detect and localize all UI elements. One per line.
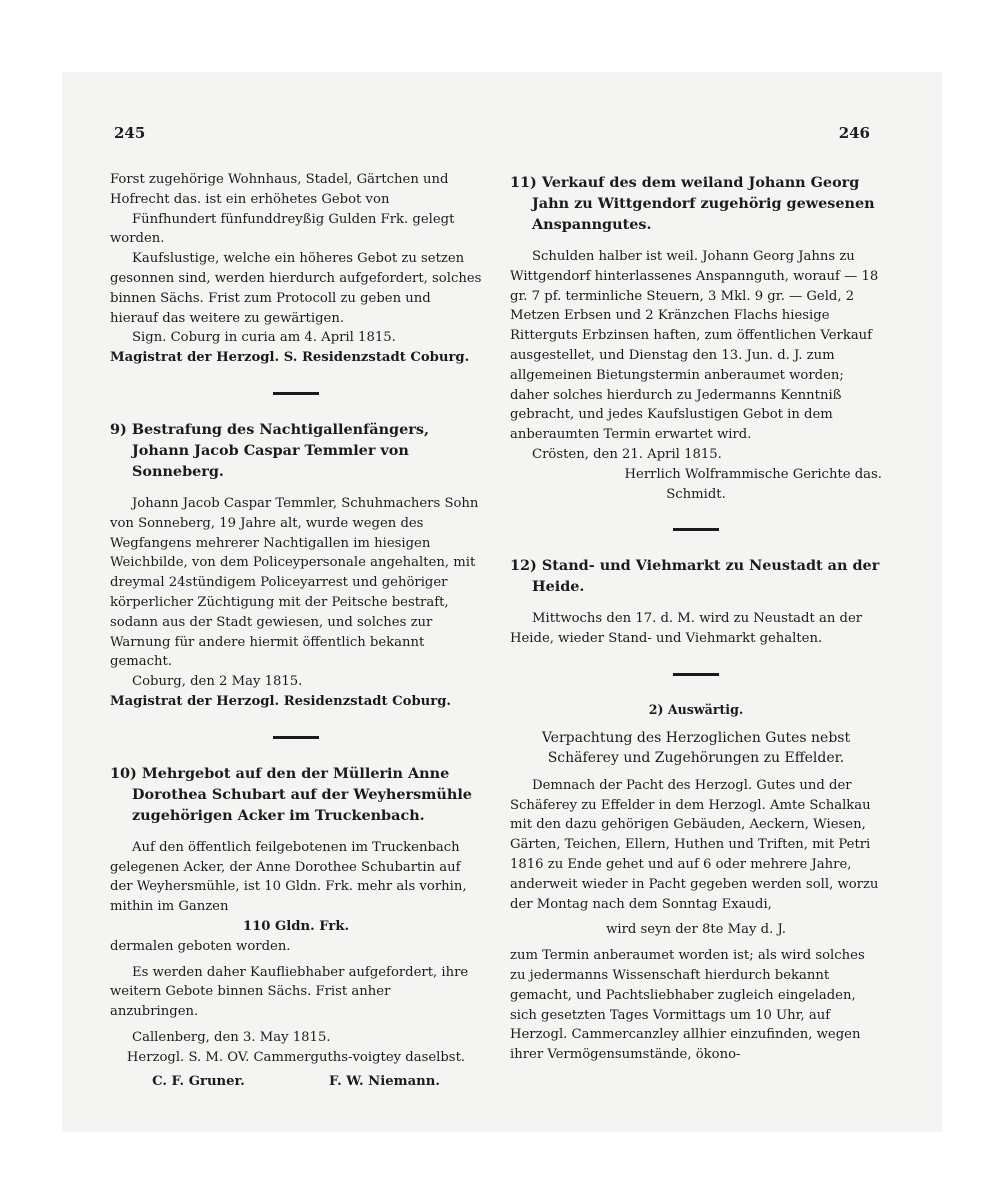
section-11-signer: Schmidt. [666, 486, 726, 502]
notice-signature: Magistrat der Herzogl. S. Residenzstadt Coburg. [110, 350, 470, 366]
page-number-left: 245 [114, 124, 146, 142]
section-auswaertig-body: Demnach der Pacht des Herzogl. Gutes und der Schäferey zu Effelder in dem Herzogl. Amte Schalkau mit den dazu gehörigen Gebäuden, Aeckern, Wiesen, Gärten, Teichen, Ellern, Huthen und Triften, mit Petri 1816 zu Ende gehet und auf 6 oder mehrere Jahre, anderweit wieder in Pacht gegeben werden soll, worzu der Montag nach dem Sonntag Exaudi, [510, 777, 879, 912]
section-auswaertig-date: wird seyn der 8te May d. J. [606, 922, 786, 938]
section-9-signature: Magistrat der Herzogl. Residenzstadt Coburg. [110, 693, 452, 709]
section-11-title: 11) Verkauf des dem weiland Johann Georg Jahn zu Wittgendorf zugehörig gewesenen Anspanngutes. [510, 174, 875, 233]
separator-rule [273, 392, 319, 395]
separator-rule [273, 736, 319, 739]
section-10-signers [110, 1072, 482, 1092]
separator-rule [673, 673, 719, 676]
left-column [110, 170, 482, 1091]
right-column [510, 162, 882, 1065]
section-11-date: Crösten, den 21. April 1815. [532, 446, 722, 462]
section-11-body: Schulden halber ist weil. Johann Georg Jahns zu Wittgendorf hinterlassenes Anspannguth, worauf — 18 gr. 7 pf. terminliche Steuern, 3 Mkl. 9 gr. — Geld, 2 Metzen Erbsen und 2 Kränzchen Flachs hiesige Ritterguts Erbzinsen haften, zum öffentlichen Verkauf ausgestellet, und Dienstag den 13. Jun. d. J. zum allgemeinen Bietungstermin anberaumet worden; daher solches hierdurch zu Jedermanns Kenntniß gebracht, und jedes Kaufslustigen Gebot in dem anberaumten Termin erwartet wird. [510, 249, 879, 443]
section-10-date: Callenberg, den 3. May 1815. [132, 1029, 331, 1045]
section-10-title: 10) Mehrgebot auf den der Müllerin Anne Dorothea Schubart auf der Weyhersmühle zugehörigen Acker im Truckenbach. [110, 764, 472, 824]
section-11-court: Herrlich Wolframmische Gerichte das. [624, 466, 882, 482]
section-12-body: Mittwochs den 17. d. M. wird zu Neustadt an der Heide, wieder Stand- und Viehmarkt gehalten. [510, 611, 863, 647]
amount-text: Fünfhundert fünfunddreyßig Gulden Frk. gelegt worden. [110, 211, 455, 247]
notice-text: Kaufslustige, welche ein höheres Gebot zu setzen gesonnen sind, werden hierdurch aufgefordert, solches binnen Sächs. Frist zum Protocoll zu geben und hierauf das weitere zu gewärtigen. [110, 251, 482, 326]
section-10-after-amount: dermalen geboten worden. [110, 938, 291, 954]
section-10-body2: Es werden daher Kaufliebhaber aufgefordert, ihre weitern Gebote binnen Sächs. Frist anher anzubringen. [110, 964, 469, 1020]
scanned-spread [62, 72, 942, 1132]
section-auswaertig-subtitle: Verpachtung des Herzoglichen Gutes nebst Schäferey und Zugehörungen zu Effelder. [541, 729, 851, 766]
signer-niemann: F. W. Niemann. [329, 1073, 440, 1089]
signer-gruner: C. F. Gruner. [152, 1073, 245, 1089]
section-9-date: Coburg, den 2 May 1815. [132, 674, 303, 690]
section-auswaertig-heading: 2) Auswärtig. [648, 701, 744, 717]
section-auswaertig-body2: zum Termin anberaumet worden ist; als wird solches zu jedermanns Wissenschaft hierdurch bekannt gemacht, und Pachtsliebhaber zugleich eingeladen, sich gesetzten Tages Vormittags um 10 Uhr, auf Herzogl. Cammercanzley allhier einzufinden, wegen ihrer Vermögensumstände, ökono- [510, 948, 865, 1063]
continued-text: Forst zugehörige Wohnhaus, Stadel, Gärtchen und Hofrecht das. ist ein erhöhetes Gebot von [110, 172, 449, 207]
section-10-office: Herzogl. S. M. OV. Cammerguths-voigtey daselbst. [126, 1049, 466, 1065]
section-9-body: Johann Jacob Caspar Temmler, Schuhmachers Sohn von Sonneberg, 19 Jahre alt, wurde wegen des Wegfangens mehrerer Nachtigallen im hiesigen Weichbilde, von dem Policeypersonale angehalten, mit dreymal 24stündigem Policeyarrest und gehöriger körperlicher Züchtigung mit der Peitsche bestraft, sodann aus der Stadt gewiesen, und solches zur Warnung für andere hiermit öffentlich bekannt gemacht. [110, 495, 479, 670]
section-10-body: Auf den öffentlich feilgebotenen im Truckenbach gelegenen Acker, der Anne Dorothee Schubartin auf der Weyhersmühle, ist 10 Gldn. Frk. mehr als vorhin, mithin im Ganzen [110, 839, 467, 915]
section-12-title: 12) Stand- und Viehmarkt zu Neustadt an der Heide. [510, 557, 880, 596]
section-9-title: 9) Bestrafung des Nachtigallenfängers, Johann Jacob Caspar Temmler von Sonneberg. [110, 420, 429, 480]
notice-date: Sign. Coburg in curia am 4. April 1815. [132, 330, 396, 346]
section-10-amount: 110 Gldn. Frk. [242, 918, 350, 934]
page-number-right: 246 [838, 124, 870, 142]
separator-rule [673, 528, 719, 531]
